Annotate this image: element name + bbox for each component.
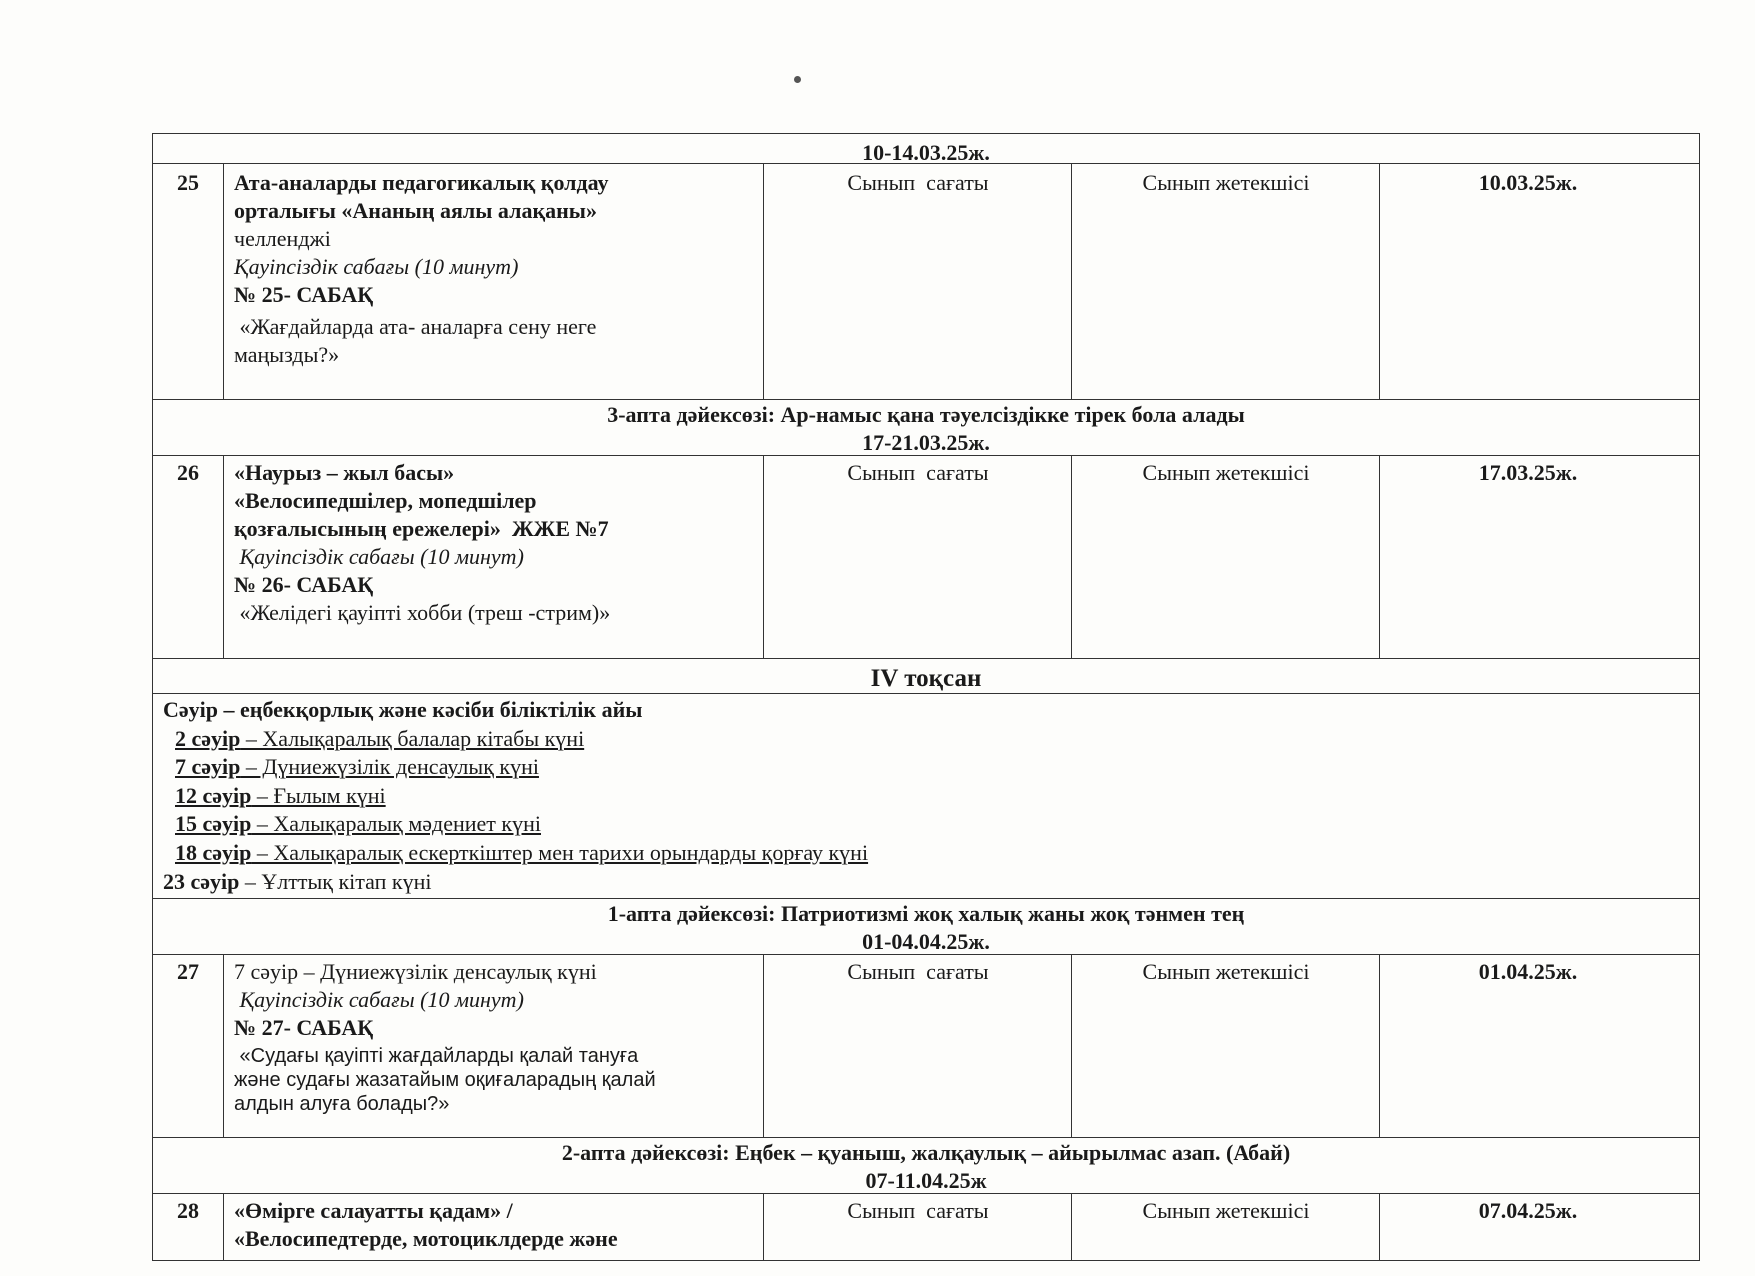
event-line: № 27- САБАҚ	[234, 1015, 374, 1040]
day-text: – Халықаралық мәдениет күні	[251, 811, 541, 837]
day-text: – Дүниежүзілік денсаулық күні	[240, 754, 539, 780]
event-line: Ата-аналарды педагогикалық қолдау	[234, 170, 609, 195]
day-date: 15 сәуір	[175, 811, 252, 837]
event-responsible: Сынып жетекшісі	[1142, 170, 1310, 195]
event-form: Сынып сағаты	[847, 460, 989, 485]
day-text: – Ұлттық кітап күні	[239, 868, 432, 894]
plan-table	[152, 133, 1700, 1261]
event-description	[234, 169, 754, 369]
week-dates-header: 10-14.03.25ж.	[862, 140, 990, 165]
event-line: Қауіпсіздік сабағы (10 минут)	[234, 254, 519, 279]
day-item	[163, 839, 868, 868]
day-item	[163, 753, 868, 782]
day-date: 23 сәуір	[163, 868, 240, 894]
event-responsible: Сынып жетекшісі	[1142, 460, 1310, 485]
day-item	[163, 810, 868, 839]
event-line: орталығы «Ананың аялы алақаны»	[234, 198, 597, 223]
event-line: «Өмірге салауатты қадам» /	[234, 1198, 513, 1223]
scan-speck	[794, 76, 801, 83]
day-date: 7 сәуір	[175, 754, 241, 780]
event-line: Қауіпсіздік сабағы (10 минут)	[234, 544, 524, 569]
event-responsible: Сынып жетекшісі	[1142, 1198, 1310, 1223]
event-form: Сынып сағаты	[847, 1198, 989, 1223]
event-responsible: Сынып жетекшісі	[1142, 959, 1310, 984]
event-line: № 25- САБАҚ	[234, 282, 374, 307]
week-dates: 17-21.03.25ж.	[862, 430, 990, 455]
month-title: Сәуір – еңбекқорлық және кәсіби біліктілік айы	[163, 697, 643, 722]
day-date: 12 сәуір	[175, 782, 252, 808]
day-text: – Халықаралық балалар кітабы күні	[240, 725, 585, 751]
week-motto: 2-апта дәйексөзі: Еңбек – қуаныш, жалқаулық – айырылмас азап. (Абай)	[561, 1140, 1291, 1165]
event-description	[234, 958, 754, 1116]
event-form: Сынып сағаты	[847, 959, 989, 984]
event-date: 10.03.25ж.	[1478, 170, 1578, 195]
event-description	[234, 459, 754, 627]
row-number: 28	[177, 1198, 199, 1223]
day-item	[163, 868, 868, 897]
day-date: 18 сәуір	[175, 839, 252, 865]
event-line: «Желідегі қауіпті хобби (треш -стрим)»	[234, 600, 611, 625]
row-number: 27	[177, 959, 199, 984]
week-motto: 3-апта дәйексөзі: Ар-намыс қана тәуелсіздікке тірек бола алады	[607, 402, 1245, 427]
event-date: 17.03.25ж.	[1478, 460, 1578, 485]
event-line: маңызды?»	[234, 342, 340, 367]
event-date: 07.04.25ж.	[1478, 1198, 1578, 1223]
event-line: № 26- САБАҚ	[234, 572, 374, 597]
day-text: – Халықаралық ескерткіштер мен тарихи орындарды қорғау күні	[251, 839, 869, 865]
event-line: 7 сәуір – Дүниежүзілік денсаулық күні	[234, 959, 597, 984]
event-line: «Жағдайларда ата- аналарға сену неге	[234, 314, 597, 339]
week-motto: 1-апта дәйексөзі: Патриотизмі жоқ халық жаны жоқ тәнмен тең	[607, 901, 1245, 926]
row-number: 26	[177, 460, 199, 485]
day-date: 2 сәуір	[175, 725, 241, 751]
month-block	[163, 696, 868, 896]
day-item	[163, 725, 868, 754]
event-line: қозғалысының ережелері» ЖЖЕ №7	[234, 516, 609, 541]
event-form: Сынып сағаты	[847, 170, 989, 195]
event-date: 01.04.25ж.	[1478, 959, 1578, 984]
event-line: челленджі	[234, 226, 331, 251]
event-line: «Велосипедшілер, мопедшілер	[234, 488, 537, 513]
event-line: алдын алуға болады?»	[234, 1093, 450, 1115]
event-line: Қауіпсіздік сабағы (10 минут)	[234, 987, 524, 1012]
event-line: «Наурыз – жыл басы»	[234, 460, 455, 485]
quarter-title: IV тоқсан	[870, 665, 982, 692]
event-line: және судағы жазатайым оқиғаларадың қалай	[234, 1069, 656, 1091]
event-line: «Судағы қауіпті жағдайларды қалай тануға	[234, 1045, 639, 1067]
week-dates: 01-04.04.25ж.	[862, 929, 990, 954]
event-description	[234, 1197, 754, 1253]
event-line: «Велосипедтерде, мотоциклдерде және	[234, 1226, 618, 1251]
day-text: – Ғылым күні	[251, 782, 386, 808]
week-dates: 07-11.04.25ж	[865, 1168, 987, 1193]
day-item	[163, 782, 868, 811]
row-number: 25	[177, 170, 199, 195]
